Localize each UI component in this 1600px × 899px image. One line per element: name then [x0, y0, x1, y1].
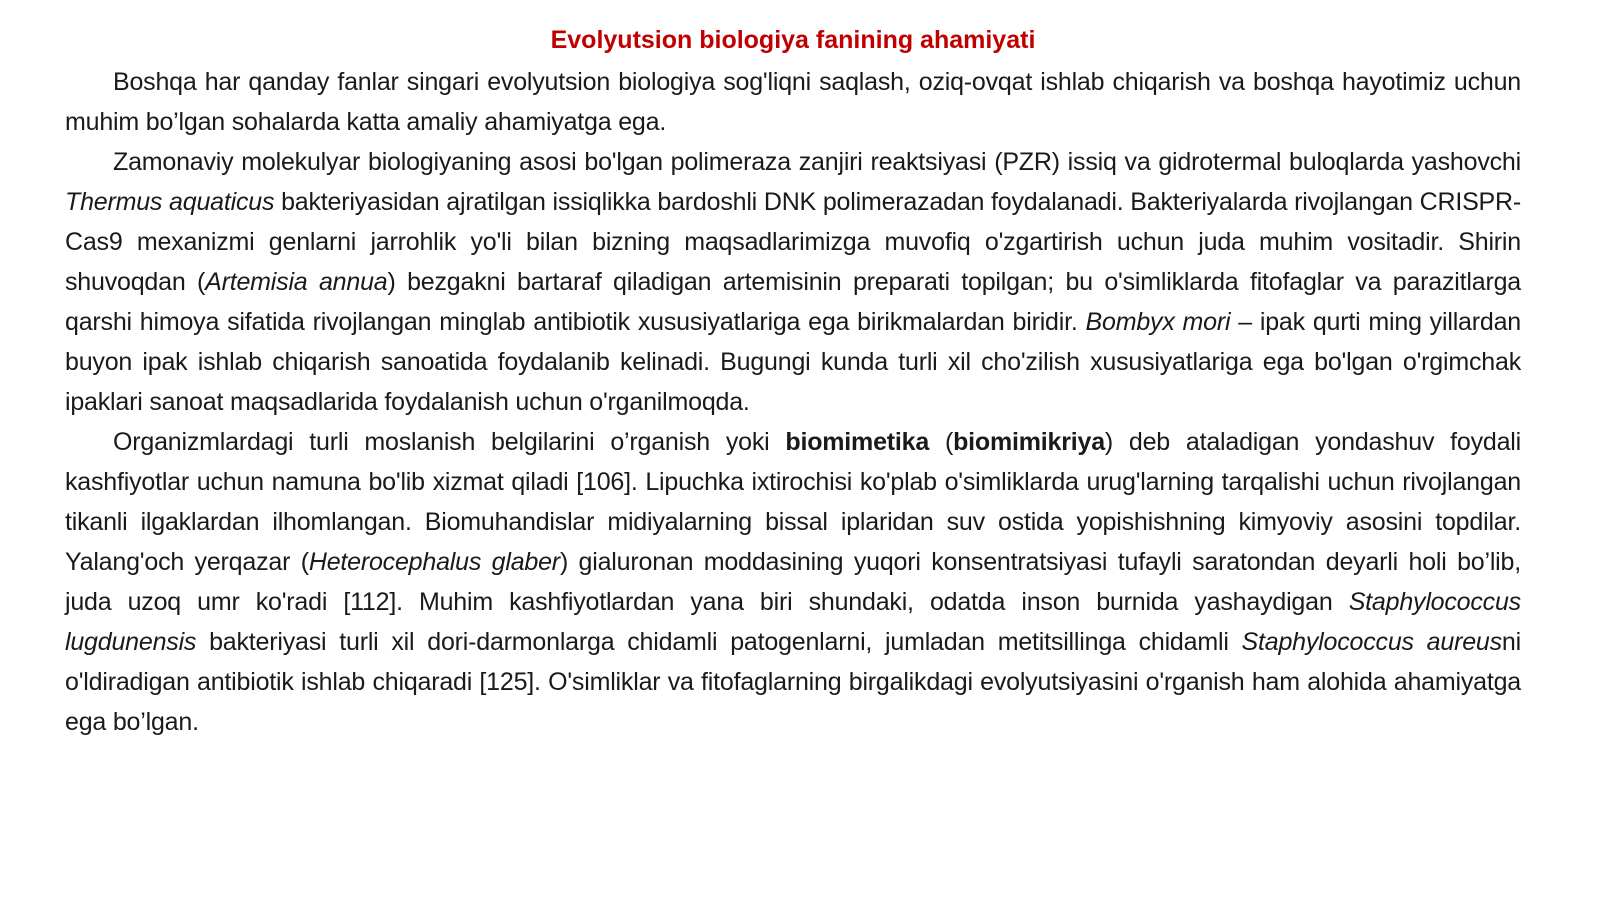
- paragraph-3-text-2: (: [929, 428, 954, 456]
- species-name-thermus-aquaticus: Thermus aquaticus: [65, 188, 275, 216]
- paragraph-2: [65, 142, 1521, 422]
- term-biomimikriya: biomimikriya: [953, 428, 1105, 456]
- paragraph-3-text-4: ) gialuronan moddasining yuqori konsentratsiyasi tufayli saratondan deyarli holi bo’lib, juda uzoq umr ko'radi [112]. Muhim kashfiyotlardan yana biri shundaki, odatda inson burnida yashaydigan: [65, 548, 1521, 616]
- species-name-artemisia-annua: Artemisia annua: [205, 268, 388, 296]
- document-page: [65, 18, 1521, 742]
- species-name-bombyx-mori: Bombyx mori: [1085, 308, 1231, 336]
- paragraph-1-text: Boshqa har qanday fanlar singari evolyutsion biologiya sog'liqni saqlash, oziq-ovqat ishlab chiqarish va boshqa hayotimiz uchun muhim bo’lgan sohalarda katta amaliy ahamiyatga ega.: [65, 68, 1521, 136]
- paragraph-3-text-5: bakteriyasi turli xil dori-darmonlarga chidamli patogenlarni, jumladan metitsillinga chidamli: [196, 628, 1242, 656]
- species-name-heterocephalus-glaber: Heterocephalus glaber: [308, 548, 560, 576]
- species-name-staphylococcus-lugdunensis: Staphylococcus lugdunensis: [65, 588, 1521, 656]
- paragraph-2-text-1: Zamonaviy molekulyar biologiyaning asosi bo'lgan polimeraza zanjiri reaktsiyasi (PZR) issiq va gidrotermal buloqlarda yashovchi: [113, 148, 1521, 176]
- paragraph-1: [65, 62, 1521, 142]
- paragraph-2-text-2: bakteriyasidan ajratilgan issiqlikka bardoshli DNK polimerazadan foydalanadi. Bakteriyalarda rivojlangan CRISPR-Cas9 mexanizmi genlarni jarrohlik yo'li bilan bizning maqsadlarimizga muvofiq o'zgartirish uchun juda muhim vositadir. Shirin shuvoqdan (: [65, 188, 1521, 296]
- species-name-staphylococcus-aureus: Staphylococcus aureus: [1241, 628, 1502, 656]
- paragraph-3-text-3: ) deb ataladigan yondashuv foydali kashfiyotlar uchun namuna bo'lib xizmat qiladi [106]. Lipuchka ixtirochisi ko'plab o'simliklarda urug'larning tarqalishi uchun rivojlangan tikanli ilgaklardan ilhomlangan. Biomuhandislar midiyalarning bissal iplaridan suv ostida yopishishning kimyoviy asosini topdilar. Yalang'och yerqazar (: [65, 428, 1521, 576]
- document-title: Evolyutsion biologiya fanining ahamiyati: [550, 26, 1036, 54]
- paragraph-3-text-1: Organizmlardagi turli moslanish belgilarini o’rganish yoki: [113, 428, 786, 456]
- paragraph-3-text-6: ni o'ldiradigan antibiotik ishlab chiqaradi [125]. O'simliklar va fitofaglarning birgalikdagi evolyutsiyasini o'rganish ham alohida ahamiyatga ega bo’lgan.: [65, 628, 1521, 736]
- paragraph-2-text-4: – ipak qurti ming yillardan buyon ipak ishlab chiqarish sanoatida foydalanib kelinadi. Bugungi kunda turli xil cho'zilish xususiyatlariga ega bo'lgan o'rgimchak ipaklari sanoat maqsadlarida foydalanish uchun o'rganilmoqda.: [65, 308, 1521, 416]
- paragraph-2-text-3: ) bezgakni bartaraf qiladigan artemisinin preparati topilgan; bu o'simliklarda fitofaglar va parazitlarga qarshi himoya sifatida rivojlangan minglab antibiotik xususiyatlariga ega birikmalardan biridir.: [65, 268, 1521, 336]
- paragraph-3: [65, 422, 1521, 742]
- term-biomimetika: biomimetika: [785, 428, 930, 456]
